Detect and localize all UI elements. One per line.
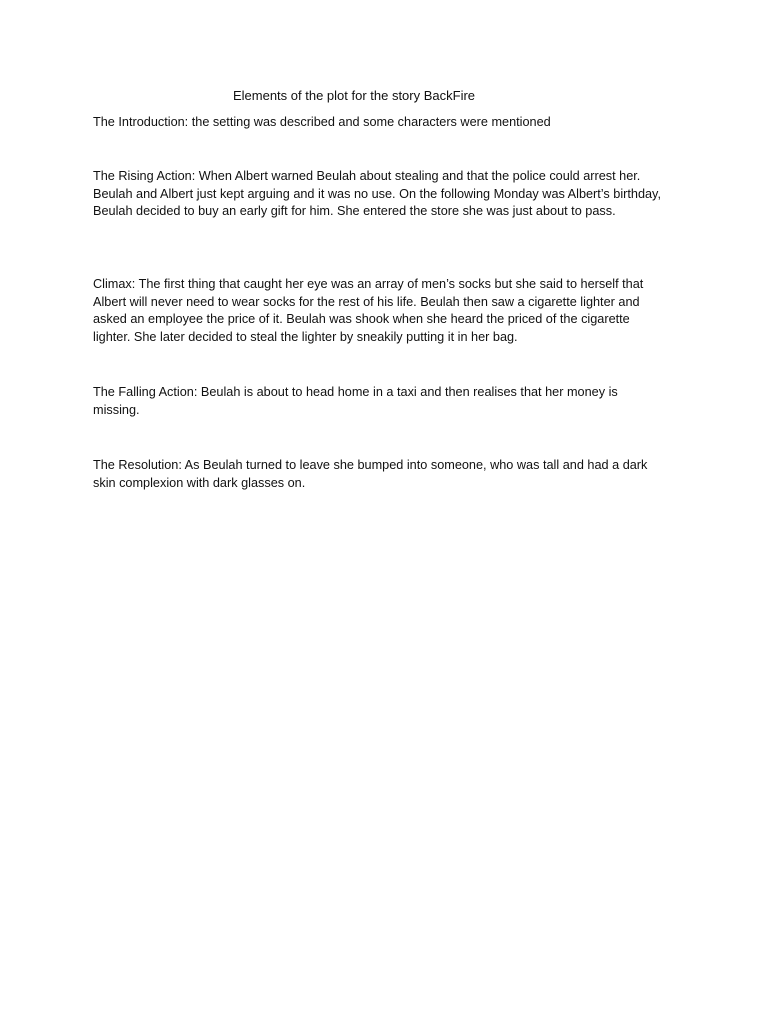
paragraph-climax: Climax: The first thing that caught her eye was an array of men’s socks but she said to herself that Albert will never need to wear socks for the rest of his life. Beulah then saw a cigarette lighter and asked an employee the price of it. Beulah was shook when she heard the priced of the cigarette lighter. She later decided to steal the lighter by sneakily putting it in her bag. [93, 277, 644, 344]
paragraph-resolution: The Resolution: As Beulah turned to leave she bumped into someone, who was tall and had a dark skin complexion with dark glasses on. [93, 458, 648, 490]
paragraph-rising-action: The Rising Action: When Albert warned Beulah about stealing and that the police could arrest her. Beulah and Albert just kept arguing and it was no use. On the following Monday was Albert’s birthday, Beulah decided to buy an early gift for him. She entered the store she was just about to pass. [93, 169, 661, 219]
paragraph-falling-action: The Falling Action: Beulah is about to head home in a taxi and then realises that her money is missing. [93, 385, 618, 417]
document-title: Elements of the plot for the story BackFire [232, 88, 476, 103]
paragraph-introduction: The Introduction: the setting was described and some characters were mentioned [93, 115, 551, 129]
